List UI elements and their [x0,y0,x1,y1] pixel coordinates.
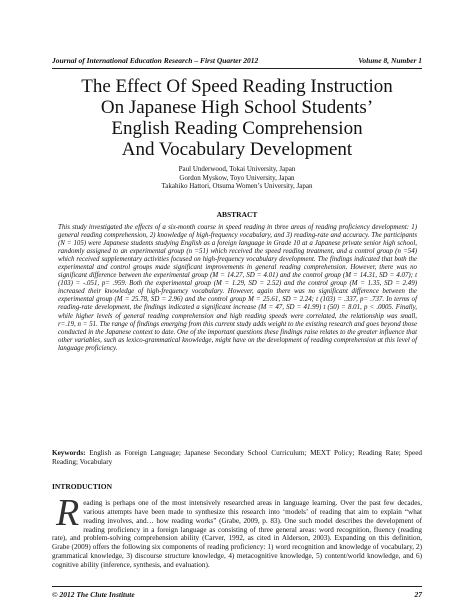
page-footer [52,590,422,599]
running-header [52,56,422,65]
introduction-heading: INTRODUCTION [52,482,113,491]
title-line-4: And Vocabulary Development [121,139,353,160]
keywords-text: English as Foreign Language; Japanese Secondary School Curriculum; MEXT Policy; Reading Rate; Speed Reading; Vocabulary [52,449,422,466]
keywords-paragraph [52,449,422,467]
drop-cap: R [56,492,80,534]
abstract-heading: ABSTRACT [216,210,258,219]
title-line-3: English Reading Comprehension [111,118,363,139]
journal-name: Journal of International Education Research – First Quarter 2012 [52,56,259,65]
paper-title [40,76,434,160]
author-1: Paul Underwood, Tokai University, Japan [178,165,296,173]
volume-number: Volume 8, Number 1 [358,56,422,65]
introduction-text: eading is perhaps one of the most intensively researched areas in language learning. Over the past few decades, various attempts have been made to synthesize this research into ‘models’ of reading that aim to explain “what reading involves, and… how reading works” (Grabe, 2009, p. 83). One such model describes the development of reading proficiency in a foreign language as consisting of three general areas: word recognition, fluency (reading rate), and problem-solving comprehension ability (Carver, 1992, as cited in Alderson, 2003). Expanding on this definition, Grabe (2009) offers the following six components of reading proficiency: 1) word recognition and knowledge of vocabulary, 2) grammatical knowledge, 3) discourse structure knowledge, 4) metacognitive knowledge, 5) content/world knowledge, and 6) cognitive ability (inference, synthesis, and evaluation). [52,499,422,569]
keywords-label: Keywords: [52,449,86,457]
title-line-2: On Japanese High School Students’ [100,97,374,118]
author-list [40,165,434,191]
abstract-body: This study investigated the effects of a six-month course in speed reading in three areas of reading proficiency development: 1) general reading comprehension, 2) knowledge of high-frequency vocabulary, and 3) reading-rate and accuracy. The participants (N = 105) were Japanese students studying English as a foreign language in Grade 10 at a Japanese private senior high school, randomly assigned to an experimental group (n =51) which received the speed reading treatment, and a control group (n =54) which received supplementary activities focused on high-frequency vocabulary development. The findings indicated that both the experimental and control groups made significant improvements in general reading comprehension. However, there was no significant difference between the experimental group (M = 14.27, SD = 4.01) and the control group (M = 14.31, SD = 4.07); t (103) = -.051, p= .959. Both the experimental group (M = 1.29, SD = 2.52) and the control group (M = 1.35, SD = 2.49) increased their knowledge of high-frequency vocabulary. However, again there was no significant difference between the experimental group (M = 25.78, SD = 2.96) and the control group M = 25.61, SD = 2.24; t (103) = .337, p= .737. In terms of reading-rate development, the findings indicated a significant increase (M = 47, SD = 41.99) t (50) = 8.01, p < .0005. Finally, while higher levels of general reading comprehension and high reading speeds were correlated, the relationship was small, r=.19, n = 51. The range of findings emerging from this current study adds weight to the existing research and goes beyond those conducted in the Japanese context to date. One of the important questions these findings raise relates to the greater influence that other variables, such as lexico-grammatical knowledge, might have on the development of reading comprehension at this level of language proficiency. [58,224,417,352]
introduction-body [52,492,422,570]
header-divider [52,68,422,69]
author-2: Gordon Myskow, Toyo University, Japan [179,173,295,182]
title-line-1: The Effect Of Speed Reading Instruction [81,76,393,97]
copyright-notice: © 2012 The Clute Institute [52,590,135,599]
footer-divider [52,586,422,587]
page-number: 27 [414,590,422,599]
author-3: Takahiko Hattori, Otsuma Women’s University, Japan [161,182,313,191]
